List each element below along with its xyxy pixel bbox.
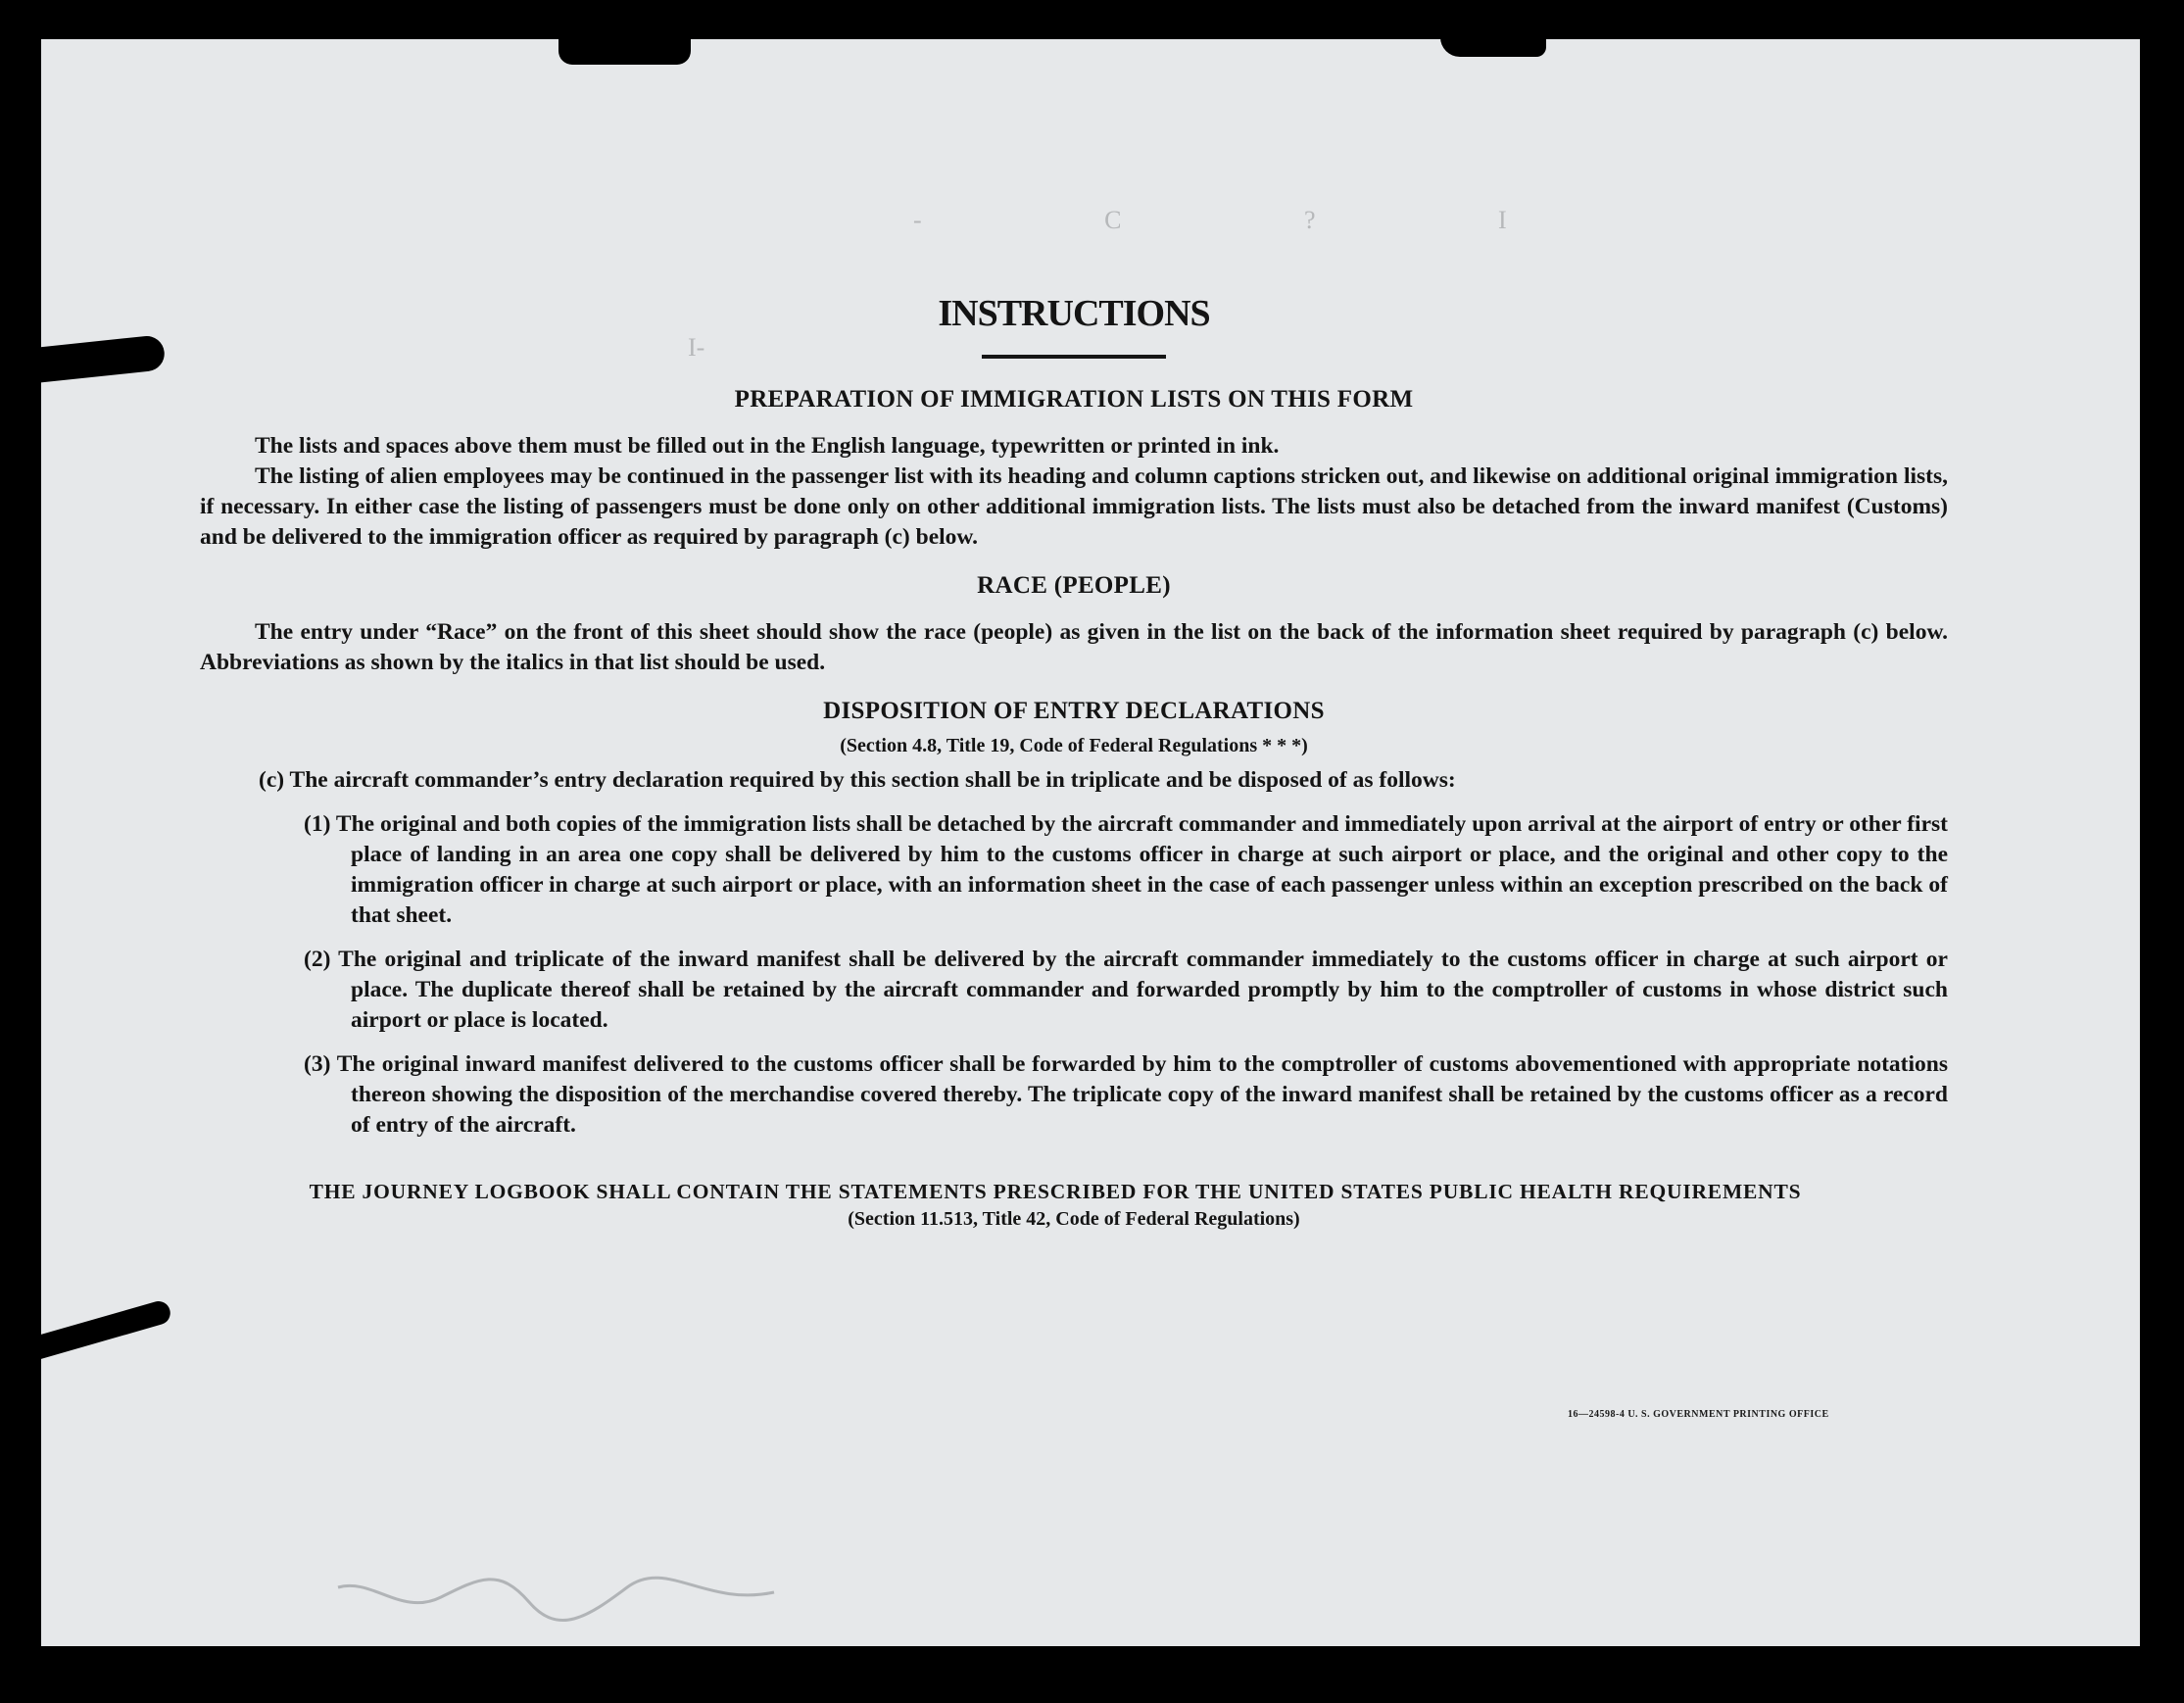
citation-title-19: (Section 4.8, Title 19, Code of Federal Regulations * * *) bbox=[840, 735, 1308, 756]
tear-top-right bbox=[1440, 35, 1546, 57]
list-item: (3) The original inward manifest delivered to the customs officer shall be forwarded by him to the comptroller of customs abovementioned with appropriate notations thereon showing the disposition of the merchandise covered thereby. The triplicate copy of the inward manifest shall be retained by the customs officer as a record of entry of the aircraft. bbox=[304, 1051, 1948, 1138]
paragraph-alien-employees: The listing of alien employees may be continued in the passenger list with its heading and column captions stricken out, and likewise on additional original immigration lists, if necessary. In either case the listing of passengers must be done only on other additional immigration lists. The lists must also be detached from the inward manifest (Customs) and be delivered to the immigration officer as required by paragraph (c) below. bbox=[200, 463, 1948, 550]
tear-left-1 bbox=[33, 334, 166, 383]
faint-top-marks: - C ? I bbox=[913, 206, 1595, 234]
instructions-content bbox=[200, 245, 1948, 1231]
section-heading-race: RACE (PEOPLE) bbox=[977, 572, 1171, 599]
title-underline bbox=[982, 355, 1166, 359]
footer-health-requirements: THE JOURNEY LOGBOOK SHALL CONTAIN THE STATEMENTS PRESCRIBED FOR THE UNITED STATES PUBLIC HEALTH REQUIREMENTS bbox=[309, 1180, 1802, 1203]
handwritten-signature bbox=[333, 1558, 784, 1634]
printing-office-code: 16—24598-4 U. S. GOVERNMENT PRINTING OFFICE bbox=[1568, 1409, 1829, 1420]
spacer bbox=[200, 678, 1948, 698]
list-item: (2) The original and triplicate of the inward manifest shall be delivered by the aircraft commander immediately to the customs officer in charge at such airport or place. The duplicate thereof shall be retained by the aircraft commander and forwarded promptly by him to the comptroller of customs in whose district such airport or place is located. bbox=[304, 947, 1948, 1033]
page-title: INSTRUCTIONS bbox=[938, 293, 1210, 334]
tear-left-2 bbox=[34, 1298, 172, 1359]
faint-side-mark: I- bbox=[688, 333, 705, 362]
paragraph-c-intro: (c) The aircraft commander’s entry declaration required by this section shall be in triplicate and be disposed of as follows: bbox=[259, 767, 1456, 793]
tear-top-left bbox=[558, 35, 691, 65]
list-item: (1) The original and both copies of the immigration lists shall be detached by the aircraft commander and immediately upon arrival at the airport of entry or other first place of landing in an area one copy shall be delivered by him to the customs officer in charge at such airport or place, and the original and other copy to the immigration officer in charge at such airport or place, with an information sheet in the case of each passenger unless within an exception prescribed on the back of that sheet. bbox=[304, 811, 1948, 928]
citation-title-42: (Section 11.513, Title 42, Code of Federal Regulations) bbox=[848, 1208, 1300, 1230]
paragraph-lists-language: The lists and spaces above them must be filled out in the English language, typewritten or printed in ink. bbox=[255, 433, 1280, 459]
section-heading-preparation: PREPARATION OF IMMIGRATION LISTS ON THIS FORM bbox=[734, 386, 1414, 413]
section-heading-disposition: DISPOSITION OF ENTRY DECLARATIONS bbox=[823, 698, 1325, 724]
spacer bbox=[200, 553, 1948, 572]
paragraph-race-entry: The entry under “Race” on the front of this sheet should show the race (people) as given in the list on the back of the information sheet required by paragraph (c) below. Abbreviations as shown by the italics in that list should be used. bbox=[200, 619, 1948, 675]
